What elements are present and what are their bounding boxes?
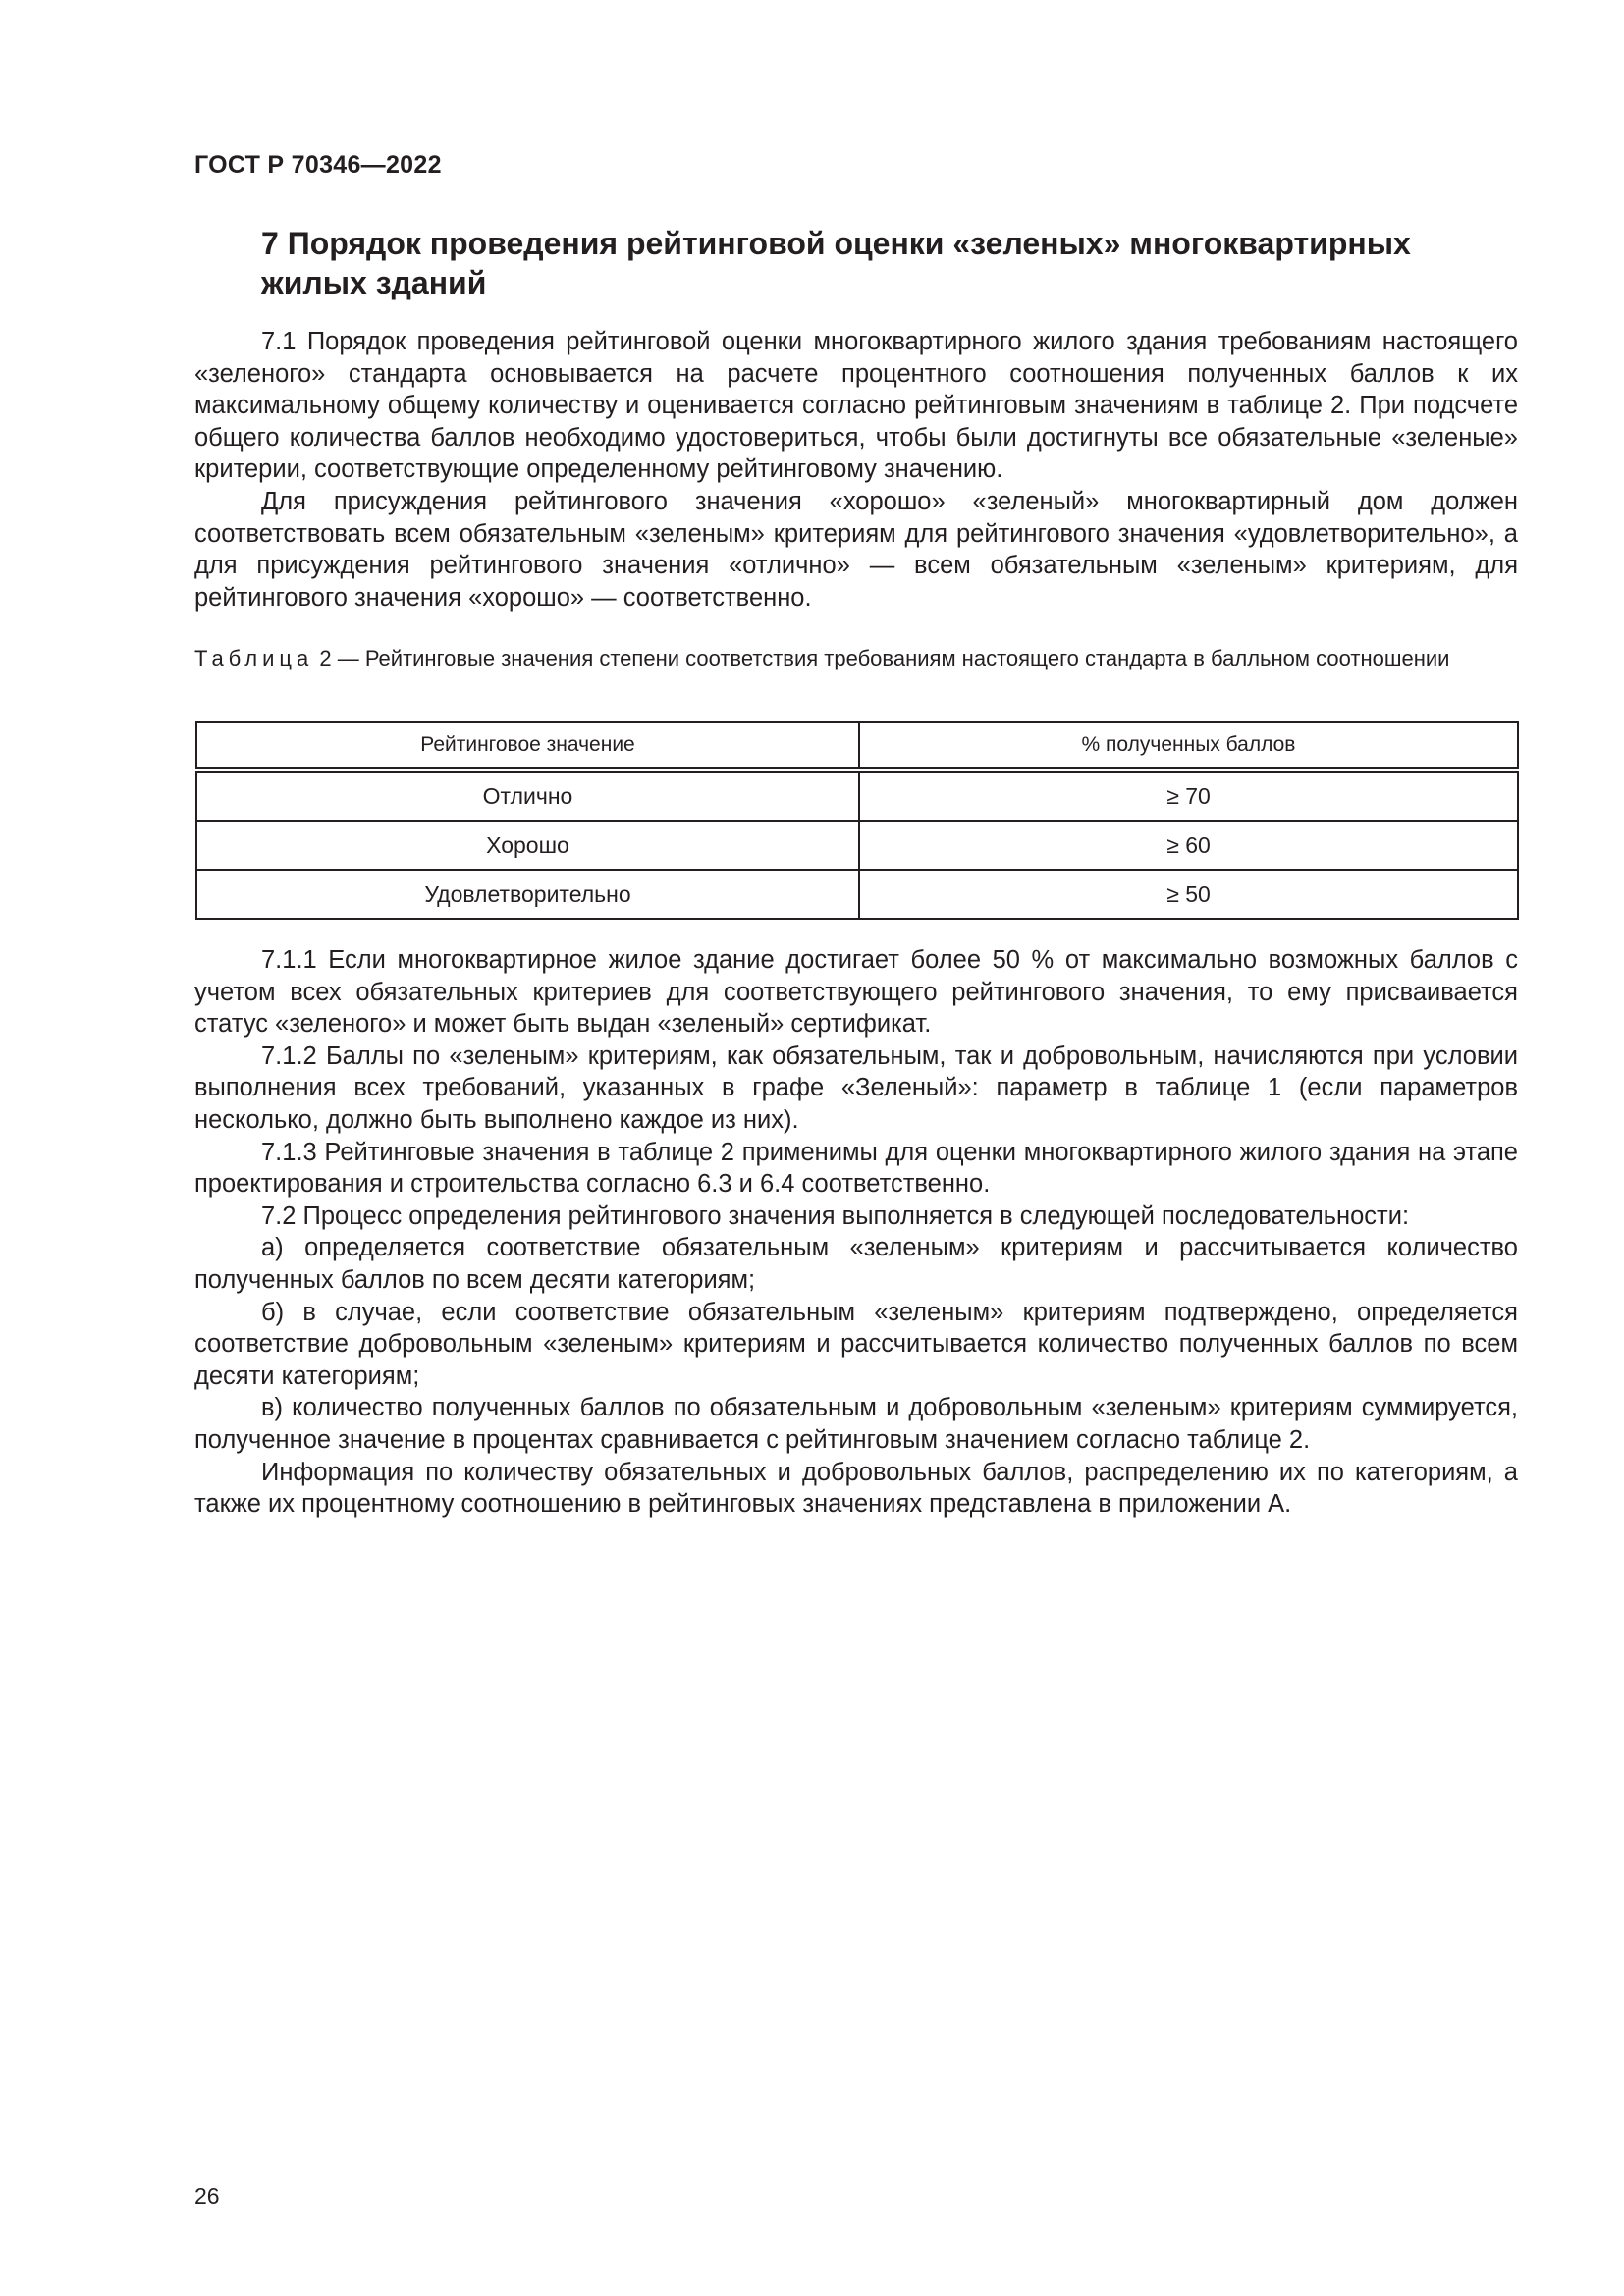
table-caption-text: 2 — Рейтинговые значения степени соответствия требованиям настоящего стандарта в балльном соотношении [313, 646, 1450, 670]
rating-table [195, 721, 1519, 920]
paragraph-rating-rules: Для присуждения рейтингового значения «хорошо» «зеленый» многоквартирный дом должен соответствовать всем обязательным «зеленым» критериям для рейтингового значения «удовлетворительно», а для присуждения рейтингового значения «отлично» — всем обязательным «зеленым» критериям, для рейтингового значения «хорошо» — соответственно. [194, 487, 1518, 612]
table-header-row [196, 722, 1518, 770]
table-header-rating: Рейтинговое значение [196, 722, 859, 770]
table-cell-rating: Отлично [196, 770, 859, 821]
page-number: 26 [194, 2183, 220, 2209]
paragraph-7-1-2: 7.1.2 Баллы по «зеленым» критериям, как обязательным, так и добровольным, начисляются при условии выполнения всех требований, указанных в графе «Зеленый»: параметр в таблице 1 (если параметров несколько, должно быть выполнено каждое из них). [194, 1041, 1518, 1134]
table-row [196, 870, 1518, 919]
paragraph-7-2: 7.2 Процесс определения рейтингового значения выполняется в следующей последовательности: [261, 1201, 1410, 1230]
table-cell-percent: ≥ 60 [859, 821, 1518, 870]
table-header-percent: % полученных баллов [859, 722, 1518, 770]
table-caption [194, 645, 1518, 671]
list-item-b: б) в случае, если соответствие обязательным «зеленым» критериям подтверждено, определяется соответствие добровольным «зеленым» критериям и рассчитывается количество полученных баллов по всем десяти категориям; [194, 1298, 1518, 1390]
table-cell-rating: Удовлетворительно [196, 870, 859, 919]
table-cell-rating: Хорошо [196, 821, 859, 870]
section-title-line-2: жилых зданий [261, 265, 487, 300]
table-cell-percent: ≥ 50 [859, 870, 1518, 919]
table-cell-percent: ≥ 70 [859, 770, 1518, 821]
body-text-bottom [194, 944, 1518, 1521]
paragraph-7-1: 7.1 Порядок проведения рейтинговой оценки многоквартирного жилого здания требованиям настоящего «зеленого» стандарта основывается на расчете процентного соотношения полученных баллов к их максимальному общему количеству и оценивается согласно рейтинговым значениям в таблице 2. При подсчете общего количества баллов необходимо удостовериться, чтобы были достигнуты все обязательные «зеленые» критерии, соответствующие определенному рейтинговому значению. [194, 328, 1518, 484]
table-row [196, 770, 1518, 821]
section-title-line-1: 7 Порядок проведения рейтинговой оценки «зеленых» многоквартирных [261, 226, 1411, 261]
section-title [261, 224, 1538, 302]
table-row [196, 821, 1518, 870]
document-code-header: ГОСТ Р 70346—2022 [194, 151, 442, 179]
body-text-top [194, 326, 1518, 614]
table-caption-label: Таблица [194, 646, 314, 670]
list-item-a: а) определяется соответствие обязательным «зеленым» критериям и рассчитывается количество полученных баллов по всем десяти категориям; [194, 1234, 1518, 1294]
paragraph-appendix-info: Информация по количеству обязательных и добровольных баллов, распределению их по категориям, а также их процентному соотношению в рейтинговых значениях представлена в приложении А. [194, 1458, 1518, 1519]
list-item-v: в) количество полученных баллов по обязательным и добровольным «зеленым» критериям суммируется, полученное значение в процентах сравнивается с рейтинговым значением согласно таблице 2. [194, 1394, 1518, 1454]
paragraph-7-1-3: 7.1.3 Рейтинговые значения в таблице 2 применимы для оценки многоквартирного жилого здания на этапе проектирования и строительства согласно 6.3 и 6.4 соответственно. [194, 1138, 1518, 1199]
paragraph-7-1-1: 7.1.1 Если многоквартирное жилое здание достигает более 50 % от максимально возможных баллов с учетом всех обязательных критериев для соответствующего рейтингового значения, то ему присваивается статус «зеленого» и может быть выдан «зеленый» сертификат. [194, 946, 1518, 1039]
